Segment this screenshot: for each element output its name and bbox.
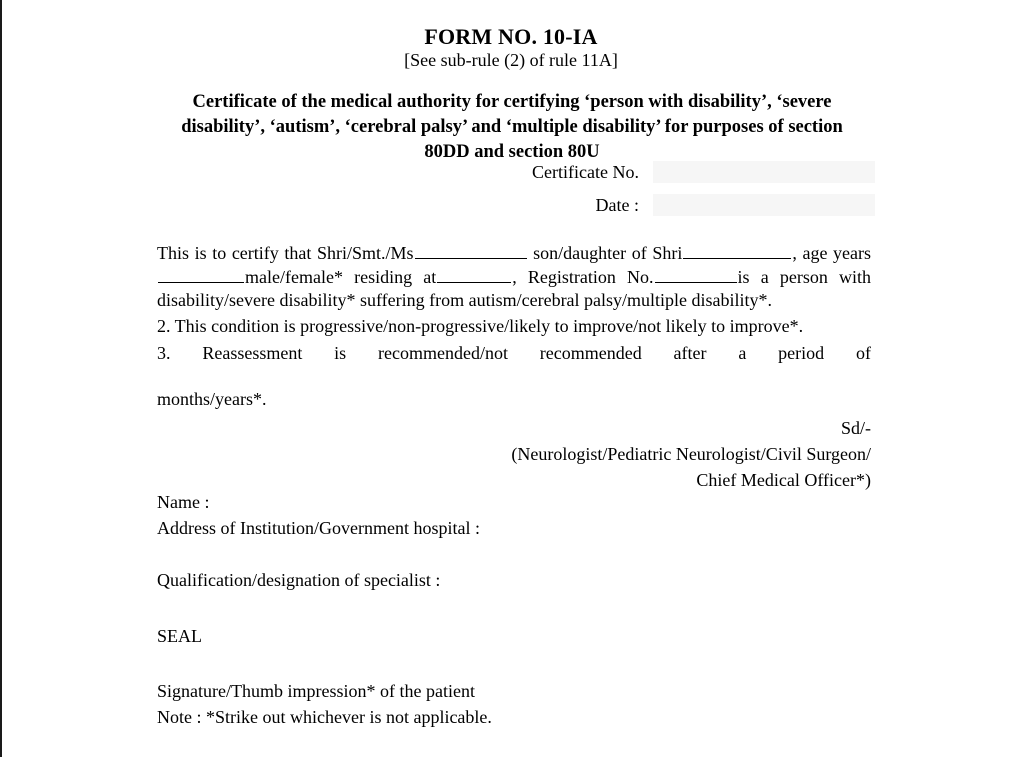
clause-3 xyxy=(157,342,871,411)
blank-patient-name[interactable] xyxy=(415,241,527,259)
blank-registration-no[interactable] xyxy=(655,265,737,283)
date-row xyxy=(157,194,875,216)
field-note: Note : *Strike out whichever is not applicable. xyxy=(157,707,492,727)
certificate-no-label: Certificate No. xyxy=(532,161,639,182)
field-seal-label: SEAL xyxy=(157,626,202,646)
signature-designation-line-2: Chief Medical Officer*) xyxy=(696,470,871,491)
certificate-heading: Certificate of the medical authority for certifying ‘person with disability’, ‘severe disability’, ‘autism’, ‘cerebral palsy’ and ‘multiple disability’ for purposes of section 80DD and section 80U xyxy=(181,92,843,162)
field-address-label: Address of Institution/Government hospital : xyxy=(157,518,480,538)
certificate-no-input[interactable] xyxy=(653,161,875,183)
signature-sd: Sd/- xyxy=(840,418,871,438)
field-name-label: Name : xyxy=(157,492,210,512)
certify-text-1: This is to certify that Shri/Smt./Ms xyxy=(157,243,414,264)
clause-3-line-1: 3. Reassessment is recommended/not recommended after a period of xyxy=(157,343,871,363)
certification-paragraph xyxy=(157,241,871,312)
sub-rule-reference: [See sub-rule (2) of rule 11A] xyxy=(404,50,618,70)
signature-block xyxy=(422,415,871,493)
field-patient-signature-label: Signature/Thumb impression* of the patient xyxy=(157,681,475,701)
certify-text-4: male/female* residing at xyxy=(245,267,437,288)
field-qualification-label: Qualification/designation of specialist : xyxy=(157,570,441,590)
date-label: Date : xyxy=(595,194,639,215)
date-input[interactable] xyxy=(653,194,875,216)
blank-age-years[interactable] xyxy=(158,265,244,283)
clause-3-line-2: months/years*. xyxy=(157,389,267,410)
certificate-no-row xyxy=(157,161,875,183)
clause-2: 2. This condition is progressive/non-progressive/likely to improve/not likely to improve*. xyxy=(157,316,804,336)
certify-text-3: , age years xyxy=(792,243,872,264)
blank-residence[interactable] xyxy=(437,265,511,283)
certify-text-5: , Registration No. xyxy=(512,267,654,288)
signature-designation-line-1: (Neurologist/Pediatric Neurologist/Civil Surgeon/ xyxy=(511,444,871,465)
page-title: FORM NO. 10-IA xyxy=(424,24,598,49)
certify-text-6: is a person with disability/severe disability* suffering from autism/cerebral palsy/multiple disability*. xyxy=(157,267,871,311)
certify-text-2: son/daughter of Shri xyxy=(533,243,683,264)
blank-guardian-name[interactable] xyxy=(683,241,791,259)
